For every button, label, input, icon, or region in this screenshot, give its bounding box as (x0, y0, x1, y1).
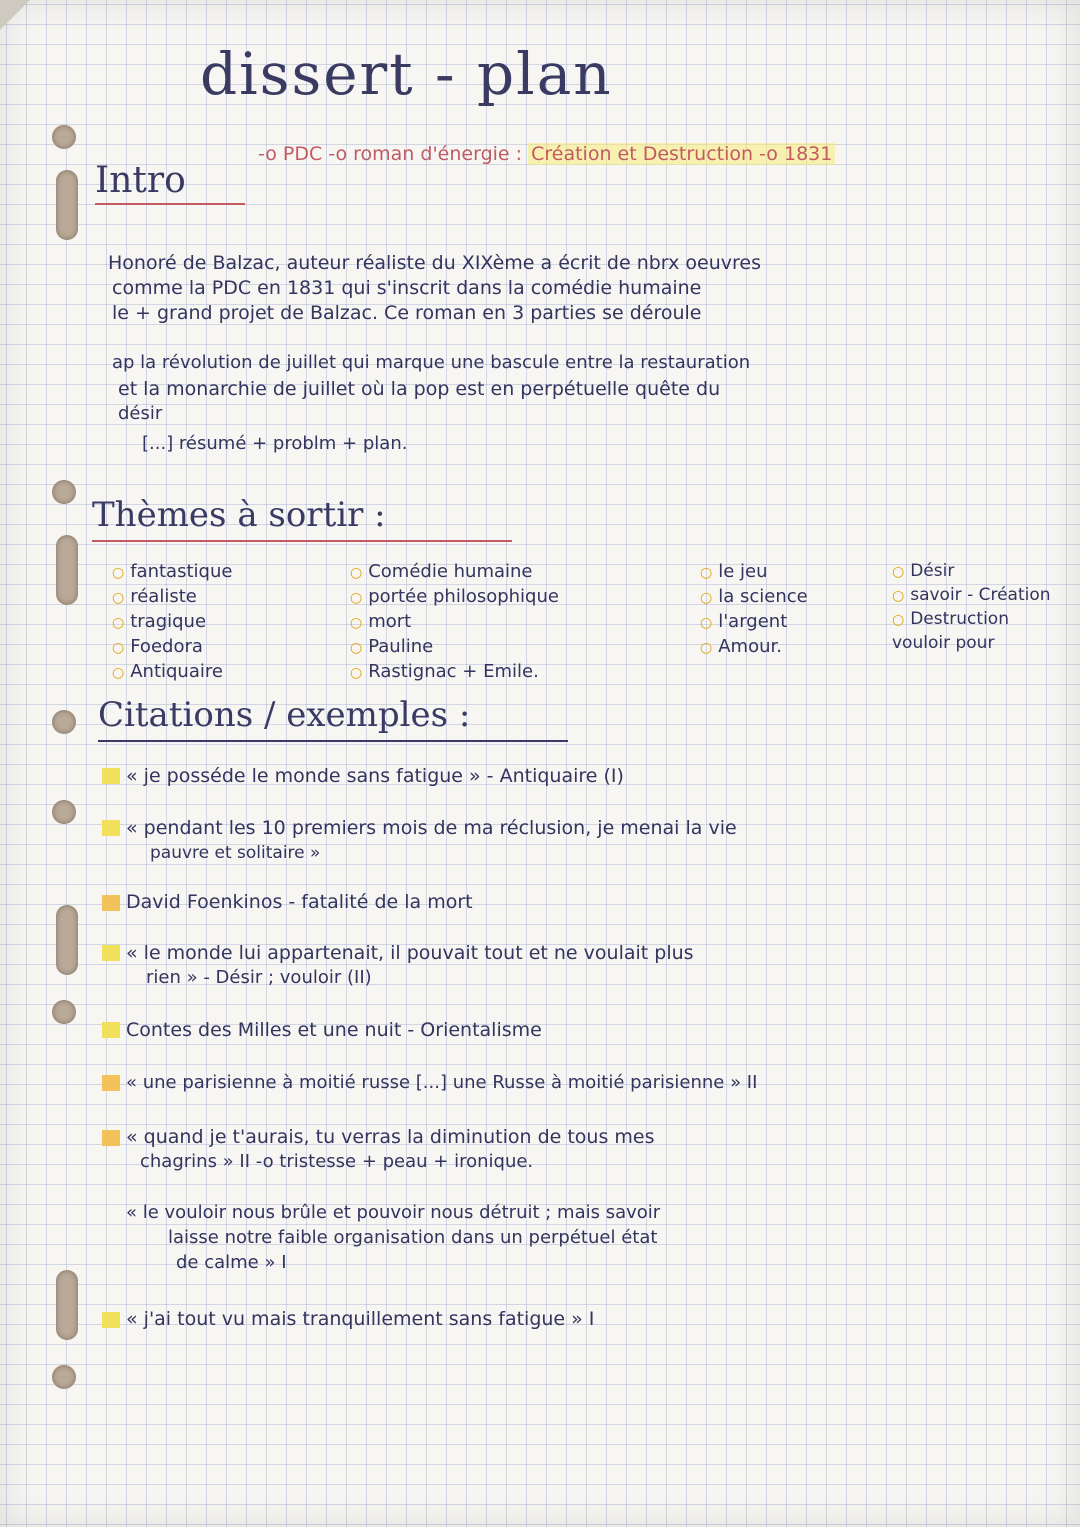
quote-marker (102, 945, 120, 961)
binder-hole (52, 480, 76, 504)
intro-subtitle (258, 143, 835, 165)
quote-item-continued: laisse notre faible organisation dans un perpétuel état (168, 1227, 658, 1248)
intro-line: et la monarchie de juillet où la pop est en perpétuelle quête du (118, 378, 721, 400)
binder-slot (56, 1270, 78, 1340)
theme-item: ○ savoir - Création (892, 585, 1051, 605)
themes-column-1 (112, 560, 232, 685)
themes-column-3 (700, 560, 808, 660)
theme-item: ○ la science (700, 586, 808, 607)
binder-slot (56, 905, 78, 975)
theme-item: ○ Antiquaire (112, 661, 223, 682)
theme-item: ○ mort (350, 611, 412, 632)
themes-column-4 (892, 560, 1051, 655)
intro-line: [...] résumé + problm + plan. (142, 433, 408, 454)
theme-item: ○ Amour. (700, 636, 782, 657)
quote-item: « je posséde le monde sans fatigue » - Antiquaire (I) (126, 765, 624, 787)
theme-item: ○ tragique (112, 611, 207, 632)
quote-item: « le vouloir nous brûle et pouvoir nous détruit ; mais savoir (126, 1202, 661, 1223)
quote-item: « le monde lui appartenait, il pouvait tout et ne voulait plus (126, 942, 694, 964)
quote-marker (102, 1022, 120, 1038)
citations-heading-underline (98, 740, 568, 742)
theme-item: ○ Comédie humaine (350, 561, 533, 582)
theme-item: ○ fantastique (112, 561, 233, 582)
themes-heading-underline (92, 540, 512, 542)
intro-heading: Intro (95, 160, 186, 201)
theme-item: ○ Foedora (112, 636, 203, 657)
intro-line: ap la révolution de juillet qui marque une bascule entre la restauration (112, 352, 751, 373)
quote-item-continued: chagrins » II -o tristesse + peau + ironique. (140, 1151, 534, 1172)
folded-corner (0, 0, 30, 30)
quote-item: Contes des Milles et une nuit - Orientalisme (126, 1019, 542, 1041)
theme-item: ○ réaliste (112, 586, 197, 607)
quote-item-continued: rien » - Désir ; vouloir (II) (146, 967, 372, 988)
quote-item-continued: de calme » I (176, 1252, 287, 1273)
quote-item: « j'ai tout vu mais tranquillement sans fatigue » I (126, 1308, 595, 1330)
binder-hole (52, 800, 76, 824)
theme-item: ○ Rastignac + Emile. (350, 661, 539, 682)
theme-item: ○ le jeu (700, 561, 768, 582)
themes-heading: Thèmes à sortir : (92, 495, 386, 535)
page-title-text: dissert - plan (200, 40, 613, 108)
quote-item: « quand je t'aurais, tu verras la diminution de tous mes (126, 1126, 655, 1148)
intro-subtitle-highlight: Création et Destruction -o 1831 (528, 143, 835, 165)
theme-item: ○ l'argent (700, 611, 788, 632)
intro-line: le + grand projet de Balzac. Ce roman en 3 parties se déroule (112, 302, 702, 324)
intro-line: comme la PDC en 1831 qui s'inscrit dans la comédie humaine (112, 277, 702, 299)
citations-heading: Citations / exemples : (98, 695, 471, 735)
theme-item: vouloir pour (892, 633, 995, 653)
intro-heading-underline (95, 203, 245, 205)
binder-slot (56, 535, 78, 605)
binder-hole (52, 125, 76, 149)
binder-slot (56, 170, 78, 240)
theme-item: ○ Pauline (350, 636, 434, 657)
intro-line: désir (118, 403, 163, 424)
binder-hole (52, 710, 76, 734)
intro-subtitle-prefix: -o PDC -o roman d'énergie : (258, 143, 523, 165)
quote-marker (102, 1075, 120, 1091)
quote-item: « pendant les 10 premiers mois de ma réclusion, je menai la vie (126, 817, 737, 839)
quote-item-continued: pauvre et solitaire » (150, 843, 321, 863)
quote-marker (102, 895, 120, 911)
quote-marker (102, 1312, 120, 1328)
intro-line: Honoré de Balzac, auteur réaliste du XIXème a écrit de nbrx oeuvres (108, 252, 761, 274)
quote-item: David Foenkinos - fatalité de la mort (126, 891, 473, 913)
binder-hole (52, 1365, 76, 1389)
theme-item: ○ Désir (892, 561, 955, 581)
page-title (200, 40, 613, 108)
quote-marker (102, 768, 120, 784)
quote-marker (102, 820, 120, 836)
theme-item: ○ portée philosophique (350, 586, 559, 607)
theme-item: ○ Destruction (892, 609, 1009, 629)
quote-marker (102, 1130, 120, 1146)
themes-column-2 (350, 560, 559, 685)
quote-item: « une parisienne à moitié russe [...] une Russe à moitié parisienne » II (126, 1072, 758, 1093)
binder-hole (52, 1000, 76, 1024)
